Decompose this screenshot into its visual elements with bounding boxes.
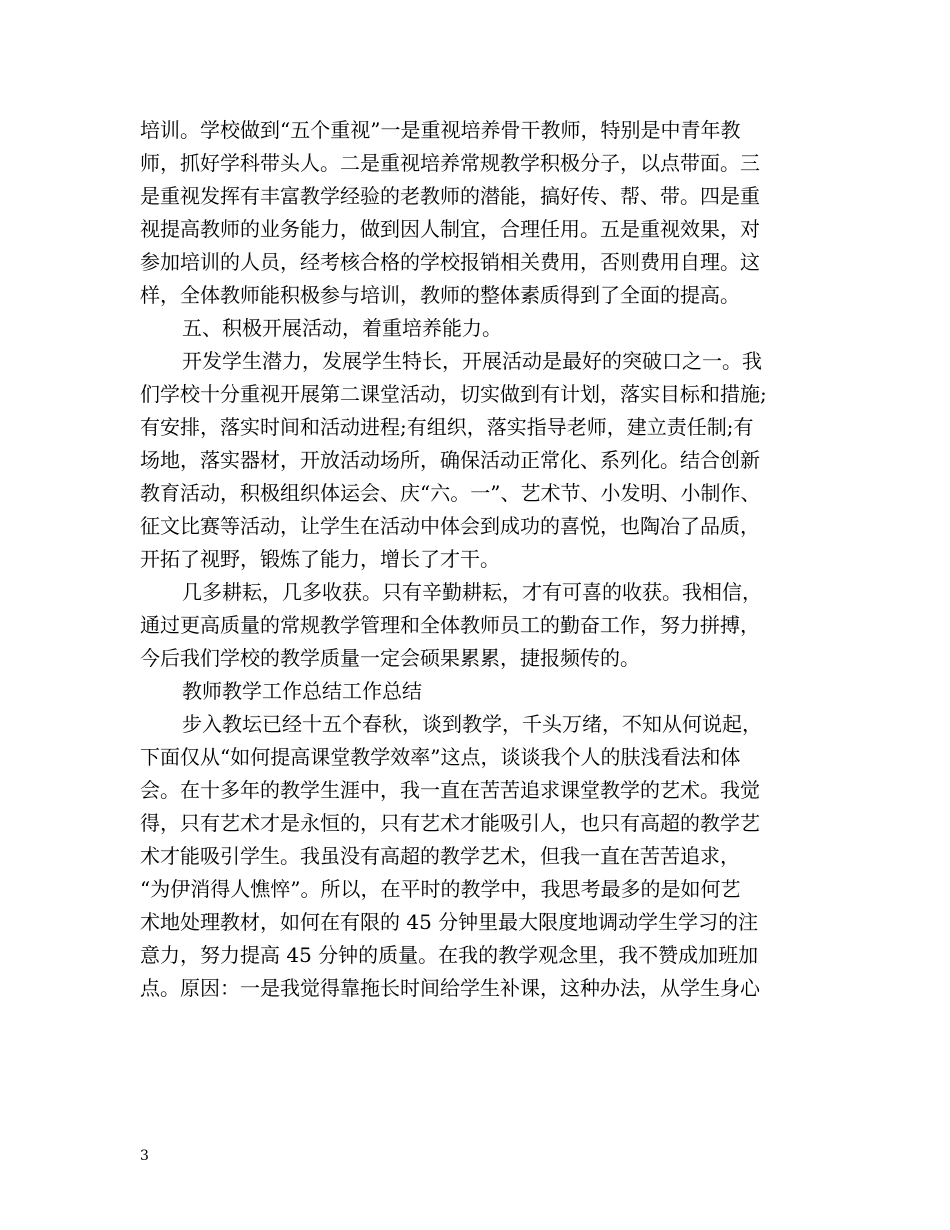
text-line: 们学校十分重视开展第二课堂活动，切实做到有计划，落实目标和措施; <box>140 382 767 406</box>
text-line: 征文比赛等活动，让学生在活动中体会到成功的喜悦，也陶冶了品质， <box>140 514 760 538</box>
text-line: 会。在十多年的教学生涯中，我一直在苦苦追求课堂教学的艺术。我觉 <box>140 778 760 802</box>
text-line: 下面仅从“如何提高课堂教学效率”这点，谈谈我个人的肤浅看法和体 <box>140 745 741 769</box>
body-text <box>140 114 820 1005</box>
text-line: 是重视发挥有丰富教学经验的老教师的潜能，搞好传、帮、带。四是重 <box>140 184 760 208</box>
text-line: 师，抓好学科带头人。二是重视培养常规教学积极分子，以点带面。三 <box>140 151 760 175</box>
text-line: 场地，落实器材，开放活动场所，确保活动正常化、系列化。结合创新 <box>140 448 760 472</box>
text-line: 术地处理教材，如何在有限的 45 分钟里最大限度地调动学生学习的注 <box>140 910 759 934</box>
text-line: 通过更高质量的常规教学管理和全体教师员工的勤奋工作，努力拼搏， <box>140 613 760 637</box>
text-line: 有安排，落实时间和活动进程;有组织，落实指导老师，建立责任制;有 <box>140 415 754 439</box>
text-line: 步入教坛已经十五个春秋，谈到教学，千头万绪，不知从何说起， <box>182 712 762 736</box>
text-line: 视提高教师的业务能力，做到因人制宜，合理任用。五是重视效果，对 <box>140 217 760 241</box>
text-line: 教师教学工作总结工作总结 <box>182 679 422 703</box>
text-line: 样，全体教师能积极参与培训，教师的整体素质得到了全面的提高。 <box>140 283 740 307</box>
text-line: 得，只有艺术才是永恒的，只有艺术才能吸引人，也只有高超的教学艺 <box>140 811 760 835</box>
text-line: 今后我们学校的教学质量一定会硕果累累，捷报频传的。 <box>140 646 640 670</box>
page-number: 3 <box>140 1148 149 1164</box>
text-line: 术才能吸引学生。我虽没有高超的教学艺术，但我一直在苦苦追求， <box>140 844 740 868</box>
text-line: “为伊消得人憔悴”。所以，在平时的教学中，我思考最多的是如何艺 <box>140 877 741 901</box>
text-line: 教育活动，积极组织体运会、庆“六。一”、艺术节、小发明、小制作、 <box>140 481 761 505</box>
text-line: 开发学生潜力，发展学生特长，开展活动是最好的突破口之一。我 <box>182 349 762 373</box>
text-line: 开拓了视野，锻炼了能力，增长了才干。 <box>140 547 500 571</box>
text-line: 参加培训的人员，经考核合格的学校报销相关费用，否则费用自理。这 <box>140 250 760 274</box>
text-line: 培训。学校做到“五个重视”一是重视培养骨干教师，特别是中青年教 <box>140 118 741 142</box>
text-line: 五、积极开展活动，着重培养能力。 <box>182 316 502 340</box>
text-line: 点。原因：一是我觉得靠拖长时间给学生补课，这种办法，从学生身心 <box>140 976 760 1000</box>
text-line: 意力，努力提高 45 分钟的质量。在我的教学观念里，我不赞成加班加 <box>140 943 759 967</box>
text-line: 几多耕耘，几多收获。只有辛勤耕耘，才有可喜的收获。我相信， <box>182 580 762 604</box>
